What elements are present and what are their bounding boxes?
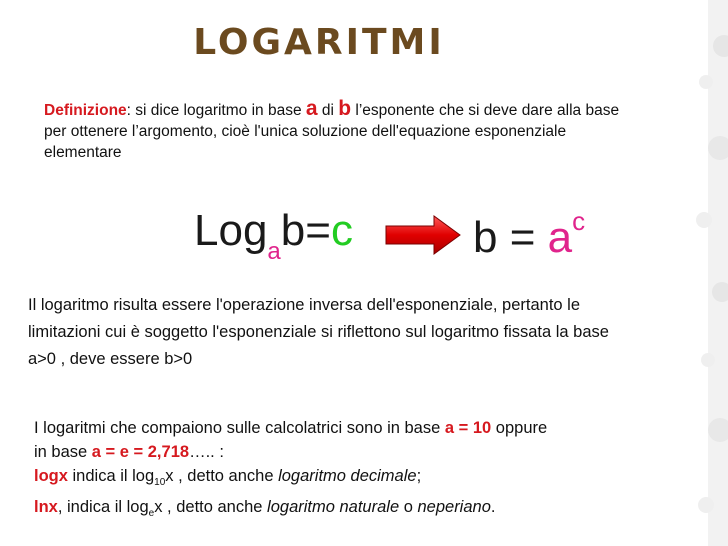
definition-term: Definizione — [44, 102, 127, 119]
line-lnx — [34, 495, 694, 526]
definition-a: a — [305, 97, 318, 120]
definition-part2: l’esponente che si deve dare alla base per ottenere l’argomento, cioè l'unica soluzione dell'equazione esponenziale elementare — [44, 102, 620, 161]
line-base10 — [34, 416, 694, 440]
log-base: a — [267, 238, 281, 265]
calculator-paragraph — [34, 416, 694, 526]
lnx-italic1: logaritmo naturale — [267, 498, 400, 516]
lnx-end: . — [490, 498, 496, 516]
base10-value: a = 10 — [444, 419, 492, 437]
line-base10-text: I logaritmi che compaiono sulle calcolatrici sono in base — [34, 419, 445, 437]
logx-italic: logaritmo decimale — [278, 467, 417, 485]
log-exponent: c — [330, 206, 353, 255]
log-formula — [194, 206, 353, 266]
lnx-text2: x , detto anche — [154, 498, 268, 516]
logx-end: ; — [416, 467, 422, 485]
definition-di: di — [317, 102, 339, 119]
exp-formula — [473, 206, 585, 263]
exp-base: a — [547, 213, 573, 262]
line-base-e-text: in base — [34, 443, 92, 461]
slide-title: LOGARITMI — [193, 22, 445, 63]
exp-b: b = — [473, 213, 548, 262]
line-base-e — [34, 440, 694, 464]
definition-part1: : si dice logaritmo in base — [126, 102, 306, 119]
logx-text2: x , detto anche — [165, 467, 279, 485]
log-word: Log — [194, 206, 268, 255]
inverse-paragraph: Il logaritmo risulta essere l'operazione inversa dell'esponenziale, pertanto le limitazioni cui è soggetto l'esponenziale si riflettono sul logaritmo fissata la base a>0 , deve essere b>0 — [28, 296, 609, 368]
exp-power: c — [572, 206, 586, 236]
line-logx — [34, 464, 694, 495]
lnx-italic2: neperiano — [417, 498, 491, 516]
lnx-o: o — [399, 498, 418, 516]
logx-subscript: 10 — [154, 477, 166, 488]
definition-b: b — [338, 97, 352, 120]
lnx-text1: , indica il log — [57, 498, 149, 516]
log-argument: b= — [280, 206, 331, 255]
logx-text1: indica il log — [67, 467, 155, 485]
lnx-keyword: lnx — [34, 498, 58, 516]
lnx-subscript: e — [148, 508, 155, 519]
decorative-edge — [688, 0, 728, 546]
base-e-value: a = e = 2,718 — [91, 443, 190, 461]
logx-keyword: logx — [34, 467, 68, 485]
line-base-e-end: ….. : — [189, 443, 224, 461]
definition-text — [44, 98, 644, 163]
line-base10-end: oppure — [491, 419, 548, 437]
right-arrow-icon — [384, 214, 462, 256]
